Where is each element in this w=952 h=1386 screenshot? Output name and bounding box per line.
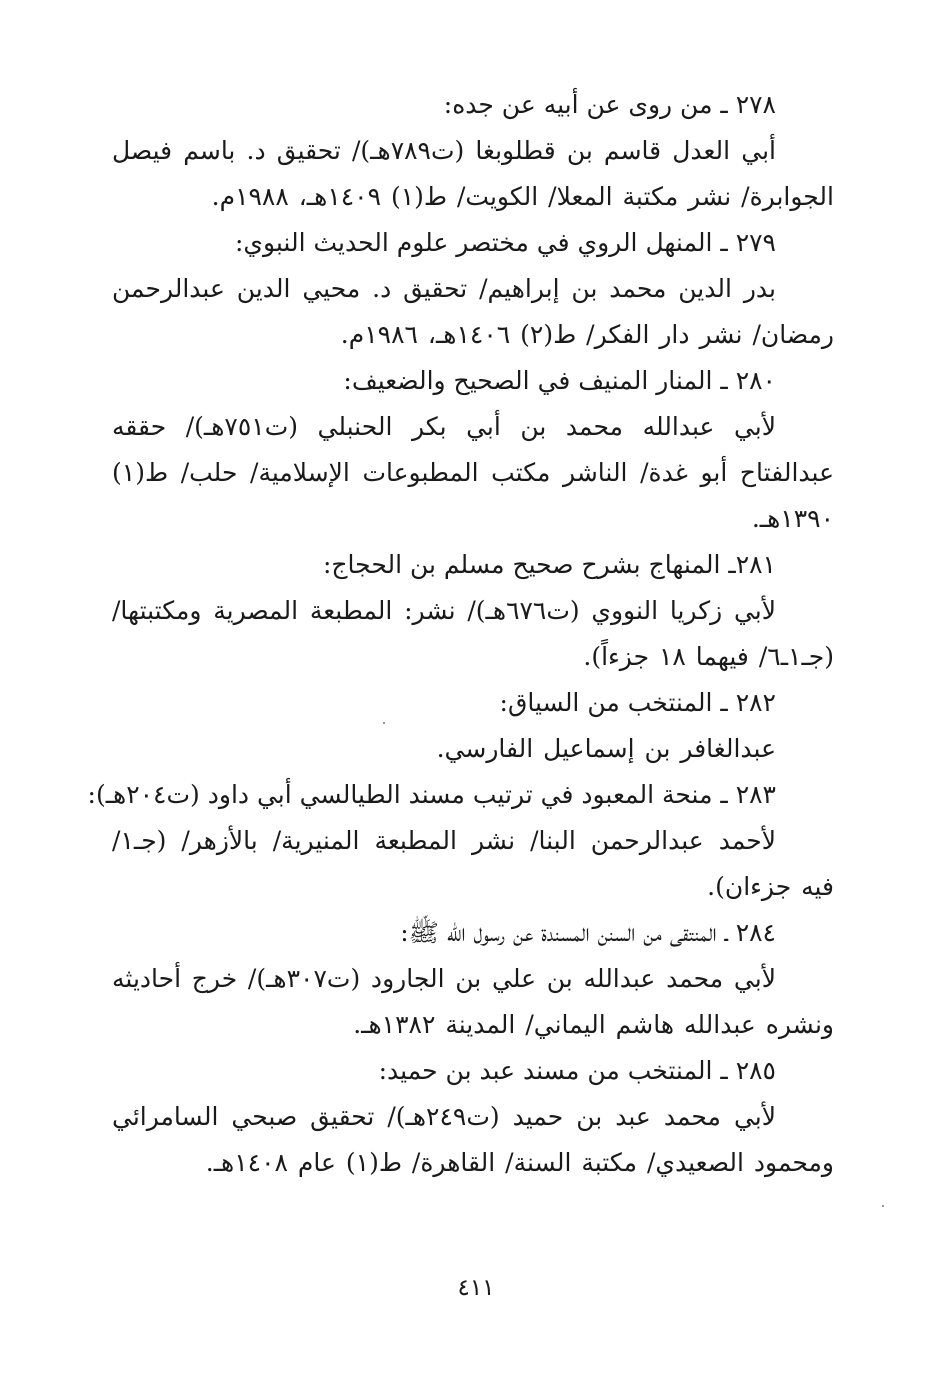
entry-body: أبي العدل قاسم بن قطلوبغا (ت٧٨٩هـ)/ تحقيق د. باسم فيصل الجوابرة/ نشر مكتبة المعلا/ الكويت/ ط(١) ١٤٠٩هـ، ١٩٨٨م. xyxy=(112,136,834,211)
bibliography-entry-279 xyxy=(112,220,834,358)
entry-body: عبدالغافر بن إسماعيل الفارسي. xyxy=(436,734,776,763)
page-number: ٤١١ xyxy=(457,1275,495,1301)
bibliography-entry-281 xyxy=(112,542,834,680)
scan-speck xyxy=(882,1205,884,1207)
entry-title: ٢٧٨ ـ من روى عن أبيه عن جده: xyxy=(443,90,776,119)
entry-title: ٢٨٤ ـ المنتقى من السنن المسندة عن رسول الله ﷺ: xyxy=(400,918,776,947)
entry-body: لأحمد عبدالرحمن البنا/ نشر المطبعة المنيرية/ بالأزهر/ (جـ١/ فيه جزءان). xyxy=(112,826,834,901)
bibliography-entry-280 xyxy=(112,358,834,542)
bibliography-entry-283 xyxy=(87,772,834,910)
page-content xyxy=(87,82,834,1186)
entry-title: ٢٨٣ ـ منحة المعبود في ترتيب مسند الطيالسي أبي داود (ت٢٠٤هـ): xyxy=(87,780,776,809)
entry-title: ٢٨١ـ المنهاج بشرح صحيح مسلم بن الحجاج: xyxy=(323,550,776,579)
entry-title: ٢٨٥ ـ المنتخب من مسند عبد بن حميد: xyxy=(378,1056,776,1085)
entry-body: لأبي زكريا النووي (ت٦٧٦هـ)/ نشر: المطبعة المصرية ومكتبتها/ (جـ١ـ٦/ فيهما ١٨ جزءاً). xyxy=(112,596,834,671)
bibliography-entry-278 xyxy=(112,82,834,220)
entry-title: ٢٧٩ ـ المنهل الروي في مختصر علوم الحديث النبوي: xyxy=(234,228,776,257)
bibliography-entry-282 xyxy=(112,680,834,772)
entry-body: لأبي محمد عبد بن حميد (ت٢٤٩هـ)/ تحقيق صبحي السامرائي ومحمود الصعيدي/ مكتبة السنة/ القاهرة/ ط(١) عام ١٤٠٨هـ. xyxy=(112,1102,834,1177)
entry-title: ٢٨٠ ـ المنار المنيف في الصحيح والضعيف: xyxy=(343,366,776,395)
entry-body: لأبي محمد عبدالله بن علي بن الجارود (ت٣٠٧هـ)/ خرج أحاديثه ونشره عبدالله هاشم اليماني/ المدينة ١٣٨٢هـ. xyxy=(112,964,834,1039)
bibliography-entry-285 xyxy=(112,1048,834,1186)
entry-body: بدر الدين محمد بن إبراهيم/ تحقيق د. محيي الدين عبدالرحمن رمضان/ نشر دار الفكر/ ط(٢) ١٤٠٦هـ، ١٩٨٦م. xyxy=(112,274,834,349)
bibliography-entry-284 xyxy=(112,910,834,1048)
entry-title: ٢٨٢ ـ المنتخب من السياق: xyxy=(499,688,776,717)
scan-speck xyxy=(383,722,385,724)
entry-body: لأبي عبدالله محمد بن أبي بكر الحنبلي (ت٧٥١هـ)/ حققه عبدالفتاح أبو غدة/ الناشر مكتب المطبوعات الإسلامية/ حلب/ ط(١) ١٣٩٠هـ. xyxy=(112,412,834,533)
